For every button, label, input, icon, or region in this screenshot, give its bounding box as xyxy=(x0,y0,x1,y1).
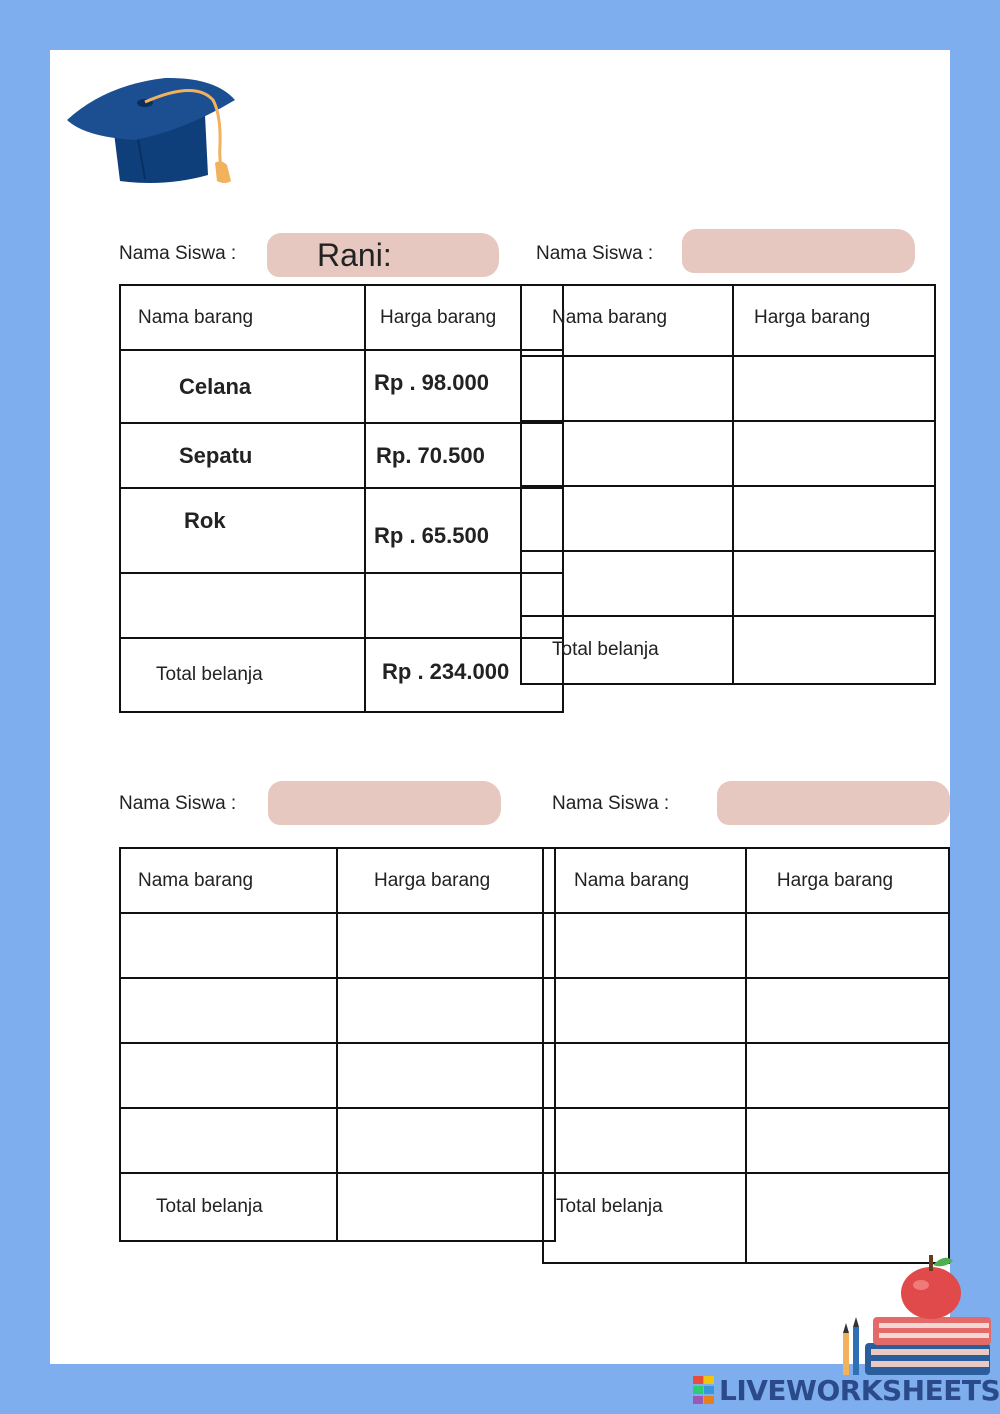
table-header-row xyxy=(521,285,935,356)
table-row xyxy=(120,1108,555,1173)
student-name-field[interactable] xyxy=(717,781,950,825)
price-cell[interactable] xyxy=(733,356,935,421)
header-item: Nama barang xyxy=(543,848,746,913)
price-cell[interactable] xyxy=(337,1043,555,1108)
shopping-table xyxy=(119,284,564,713)
liveworksheets-logo-text: LIVEWORKSHEETS xyxy=(719,1373,1000,1407)
price-cell[interactable]: Rp. 70.500 xyxy=(365,423,563,488)
student-label: Nama Siswa : xyxy=(119,243,237,264)
header-item: Nama barang xyxy=(120,848,337,913)
header-item: Nama barang xyxy=(120,285,365,350)
worksheet-page xyxy=(50,50,950,1364)
table-row xyxy=(521,421,935,486)
total-row xyxy=(120,638,563,712)
student-label: Nama Siswa : xyxy=(119,793,237,814)
graduation-cap-icon xyxy=(65,75,240,190)
price-cell[interactable]: Rp . 65.500 xyxy=(365,488,563,573)
table-row xyxy=(120,488,563,573)
student-name-field[interactable] xyxy=(268,781,501,825)
item-cell[interactable]: Sepatu xyxy=(120,423,365,488)
item-cell[interactable] xyxy=(120,978,337,1043)
item-cell[interactable] xyxy=(521,551,733,616)
total-row xyxy=(521,616,935,684)
price-cell[interactable] xyxy=(337,913,555,978)
table-row xyxy=(543,1108,949,1173)
item-cell[interactable]: Celana xyxy=(120,350,365,423)
student-name-field[interactable] xyxy=(267,233,499,277)
table-row xyxy=(120,423,563,488)
price-cell[interactable] xyxy=(733,486,935,551)
table-header-row xyxy=(120,285,563,350)
header-item: Nama barang xyxy=(521,285,733,356)
item-cell[interactable] xyxy=(521,421,733,486)
table-row xyxy=(120,978,555,1043)
item-cell[interactable] xyxy=(543,1108,746,1173)
item-cell[interactable] xyxy=(120,573,365,638)
price-cell[interactable] xyxy=(733,551,935,616)
item-cell[interactable] xyxy=(543,913,746,978)
price-cell[interactable] xyxy=(337,1108,555,1173)
item-cell[interactable] xyxy=(543,978,746,1043)
price-cell[interactable] xyxy=(746,913,949,978)
table-row xyxy=(120,913,555,978)
price-cell[interactable] xyxy=(746,1108,949,1173)
table-row xyxy=(521,551,935,616)
table-header-row xyxy=(543,848,949,913)
item-cell[interactable] xyxy=(543,1043,746,1108)
table-row xyxy=(543,913,949,978)
total-row xyxy=(120,1173,555,1241)
item-cell[interactable] xyxy=(120,1043,337,1108)
student-label: Nama Siswa : xyxy=(552,793,670,814)
student-label: Nama Siswa : xyxy=(536,243,654,264)
total-label: Total belanja xyxy=(120,1173,337,1241)
liveworksheets-logo xyxy=(693,1372,1000,1408)
price-cell[interactable] xyxy=(733,421,935,486)
price-cell[interactable] xyxy=(746,1043,949,1108)
shopping-table xyxy=(542,847,950,1264)
total-value[interactable]: Rp . 234.000 xyxy=(365,638,563,712)
item-cell[interactable] xyxy=(521,356,733,421)
header-price: Harga barang xyxy=(365,285,563,350)
table-row xyxy=(543,1043,949,1108)
liveworksheets-logo-icon xyxy=(693,1376,715,1404)
total-label: Total belanja xyxy=(120,638,365,712)
price-cell[interactable] xyxy=(746,978,949,1043)
price-cell[interactable] xyxy=(337,978,555,1043)
total-value[interactable] xyxy=(337,1173,555,1241)
total-value[interactable] xyxy=(733,616,935,684)
header-price: Harga barang xyxy=(337,848,555,913)
header-price: Harga barang xyxy=(746,848,949,913)
table-row xyxy=(120,1043,555,1108)
table-row xyxy=(521,486,935,551)
table-row xyxy=(521,356,935,421)
table-row xyxy=(120,573,563,638)
total-label: Total belanja xyxy=(521,616,733,684)
student-name-field[interactable] xyxy=(682,229,915,273)
item-cell[interactable] xyxy=(120,1108,337,1173)
price-cell[interactable]: Rp . 98.000 xyxy=(365,350,563,423)
table-header-row xyxy=(120,848,555,913)
table-row xyxy=(543,978,949,1043)
table-row xyxy=(120,350,563,423)
total-label: Total belanja xyxy=(543,1173,746,1263)
student-name-value: Rani: xyxy=(317,237,392,273)
item-cell[interactable] xyxy=(120,913,337,978)
item-cell[interactable] xyxy=(521,486,733,551)
item-cell[interactable]: Rok xyxy=(120,488,365,573)
books-apple-icon xyxy=(835,1245,995,1375)
shopping-table xyxy=(520,284,936,685)
shopping-table xyxy=(119,847,556,1242)
header-price: Harga barang xyxy=(733,285,935,356)
